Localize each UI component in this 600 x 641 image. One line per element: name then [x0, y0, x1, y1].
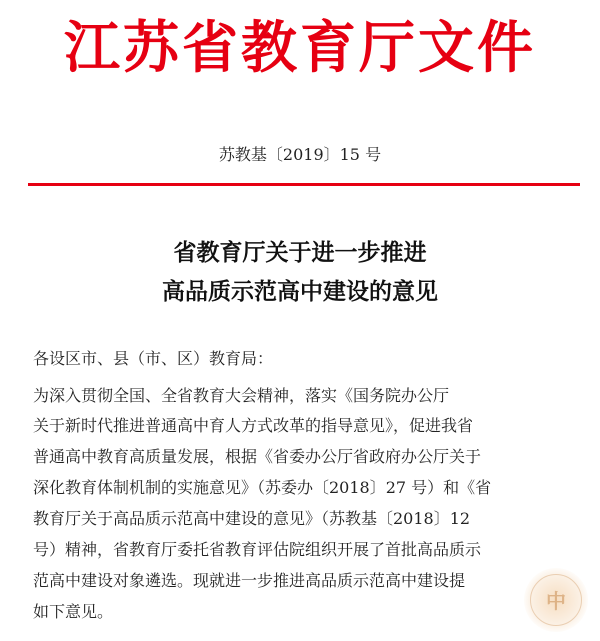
- red-divider-line: [28, 183, 580, 186]
- document-title-line-1: 省教育厅关于进一步推进: [173, 240, 427, 266]
- salutation: 各设区市、县（市、区）教育局：: [33, 349, 274, 368]
- document-title-line-2: 高品质示范高中建设的意见: [162, 279, 438, 305]
- body-line-8: 如下意见。: [33, 602, 114, 621]
- body-line-1: 为深入贯彻全国、全省教育大会精神，落实《国务院办公厅: [33, 386, 450, 405]
- school-logo-watermark: [524, 568, 588, 632]
- body-line-2: 关于新时代推进普通高中育人方式改革的指导意见》，促进我省: [33, 416, 474, 435]
- body-line-5: 教育厅关于高品质示范高中建设的意见》（苏教基〔2018〕12: [33, 509, 471, 528]
- document-masthead: 江苏省教育厅文件: [64, 15, 536, 81]
- body-line-4: 深化教育体制机制的实施意见》（苏委办〔2018〕27 号）和《省: [33, 478, 492, 497]
- body-line-6: 号）精神，省教育厅委托省教育评估院组织开展了首批高品质示: [33, 540, 482, 559]
- document-number: 苏教基〔2019〕15 号: [218, 145, 382, 164]
- body-line-3: 普通高中教育高质量发展，根据《省委办公厅省政府办公厅关于: [33, 447, 482, 466]
- body-line-7: 范高中建设对象遴选。现就进一步推进高品质示范高中建设提: [33, 571, 466, 590]
- watermark-glyph-icon: 中: [546, 589, 566, 613]
